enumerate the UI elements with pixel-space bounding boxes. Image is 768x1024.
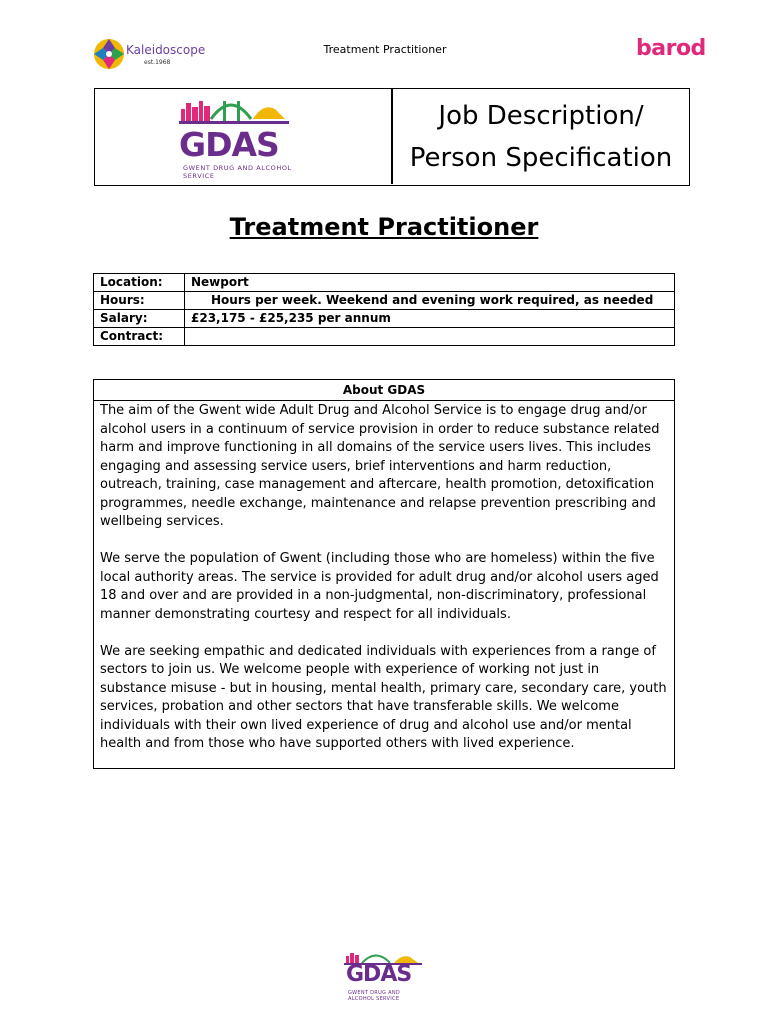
hours-value: Hours per week. Weekend and evening work required, as needed (185, 292, 675, 310)
location-value: Newport (185, 274, 675, 292)
gdas-skyline-icon (175, 95, 297, 129)
salary-label: Salary: (94, 310, 185, 328)
document-type (393, 95, 689, 179)
document-type-line-2: Person Specification (409, 143, 673, 173)
running-header-title: Treatment Practitioner (323, 43, 447, 56)
about-paragraph: We are seeking empathic and dedicated individuals with experiences from a range of sectors to join us. We welcome people with experience of working not just in substance misuse - but in housing, mental health, primary care, secondary care, youth services, probation and other sectors that have transferable skills. We welcome individuals with their own lived experience of drug and alcohol use and/or mental health and from those who have supported others with lived experience. (100, 643, 667, 751)
about-paragraph: We serve the population of Gwent (including those who are homeless) within the five local authority areas. The service is provided for adult drug and/or alcohol users aged 18 and over and are provided in a non-judgmental, non-discriminatory, professional manner demonstrating courtesy and respect for all individuals. (100, 551, 659, 622)
gdas-logo (175, 95, 297, 181)
footer-gdas-logo-subtitle: GWENT DRUG AND ALCOHOL SERVICE (348, 990, 401, 1002)
gdas-logo-name: GDAS (179, 125, 279, 164)
title-box (94, 88, 690, 186)
table-row (94, 310, 675, 328)
hours-label: Hours: (94, 292, 185, 310)
job-details-table (93, 273, 675, 346)
document-type-line-1: Job Description/ (438, 101, 644, 131)
gdas-logo-subtitle: GWENT DRUG AND ALCOHOL SERVICE (183, 164, 292, 180)
footer-gdas-logo-name: GDAS (346, 962, 412, 987)
kaleidoscope-logo (92, 36, 204, 72)
about-section (93, 379, 675, 769)
job-title: Treatment Practitioner (229, 213, 539, 241)
about-paragraph: The aim of the Gwent wide Adult Drug and Alcohol Service is to engage drug and/or alcohol users in a continuum of service provision in order to reduce substance related harm and improve functioning in all domains of the service users lives. This includes engaging and assessing service users, brief interventions and harm reduction, outreach, training, case management and aftercare, health promotion, detoxification programmes, needle exchange, maintenance and relapse prevention prescribing and wellbeing services. (100, 403, 660, 529)
table-row (94, 274, 675, 292)
kaleidoscope-name: Kaleidoscope (126, 43, 206, 57)
contract-value (185, 328, 675, 346)
barod-logo: barod (636, 36, 706, 61)
table-row (94, 292, 675, 310)
location-label: Location: (94, 274, 185, 292)
contract-label: Contract: (94, 328, 185, 346)
about-body (94, 401, 674, 754)
about-heading: About GDAS (94, 380, 674, 401)
table-row (94, 328, 675, 346)
footer-gdas-logo (340, 950, 430, 1018)
kaleidoscope-emblem-icon (92, 36, 126, 72)
salary-value: £23,175 - £25,235 per annum (185, 310, 675, 328)
kaleidoscope-tagline: est.1968 (144, 59, 171, 66)
